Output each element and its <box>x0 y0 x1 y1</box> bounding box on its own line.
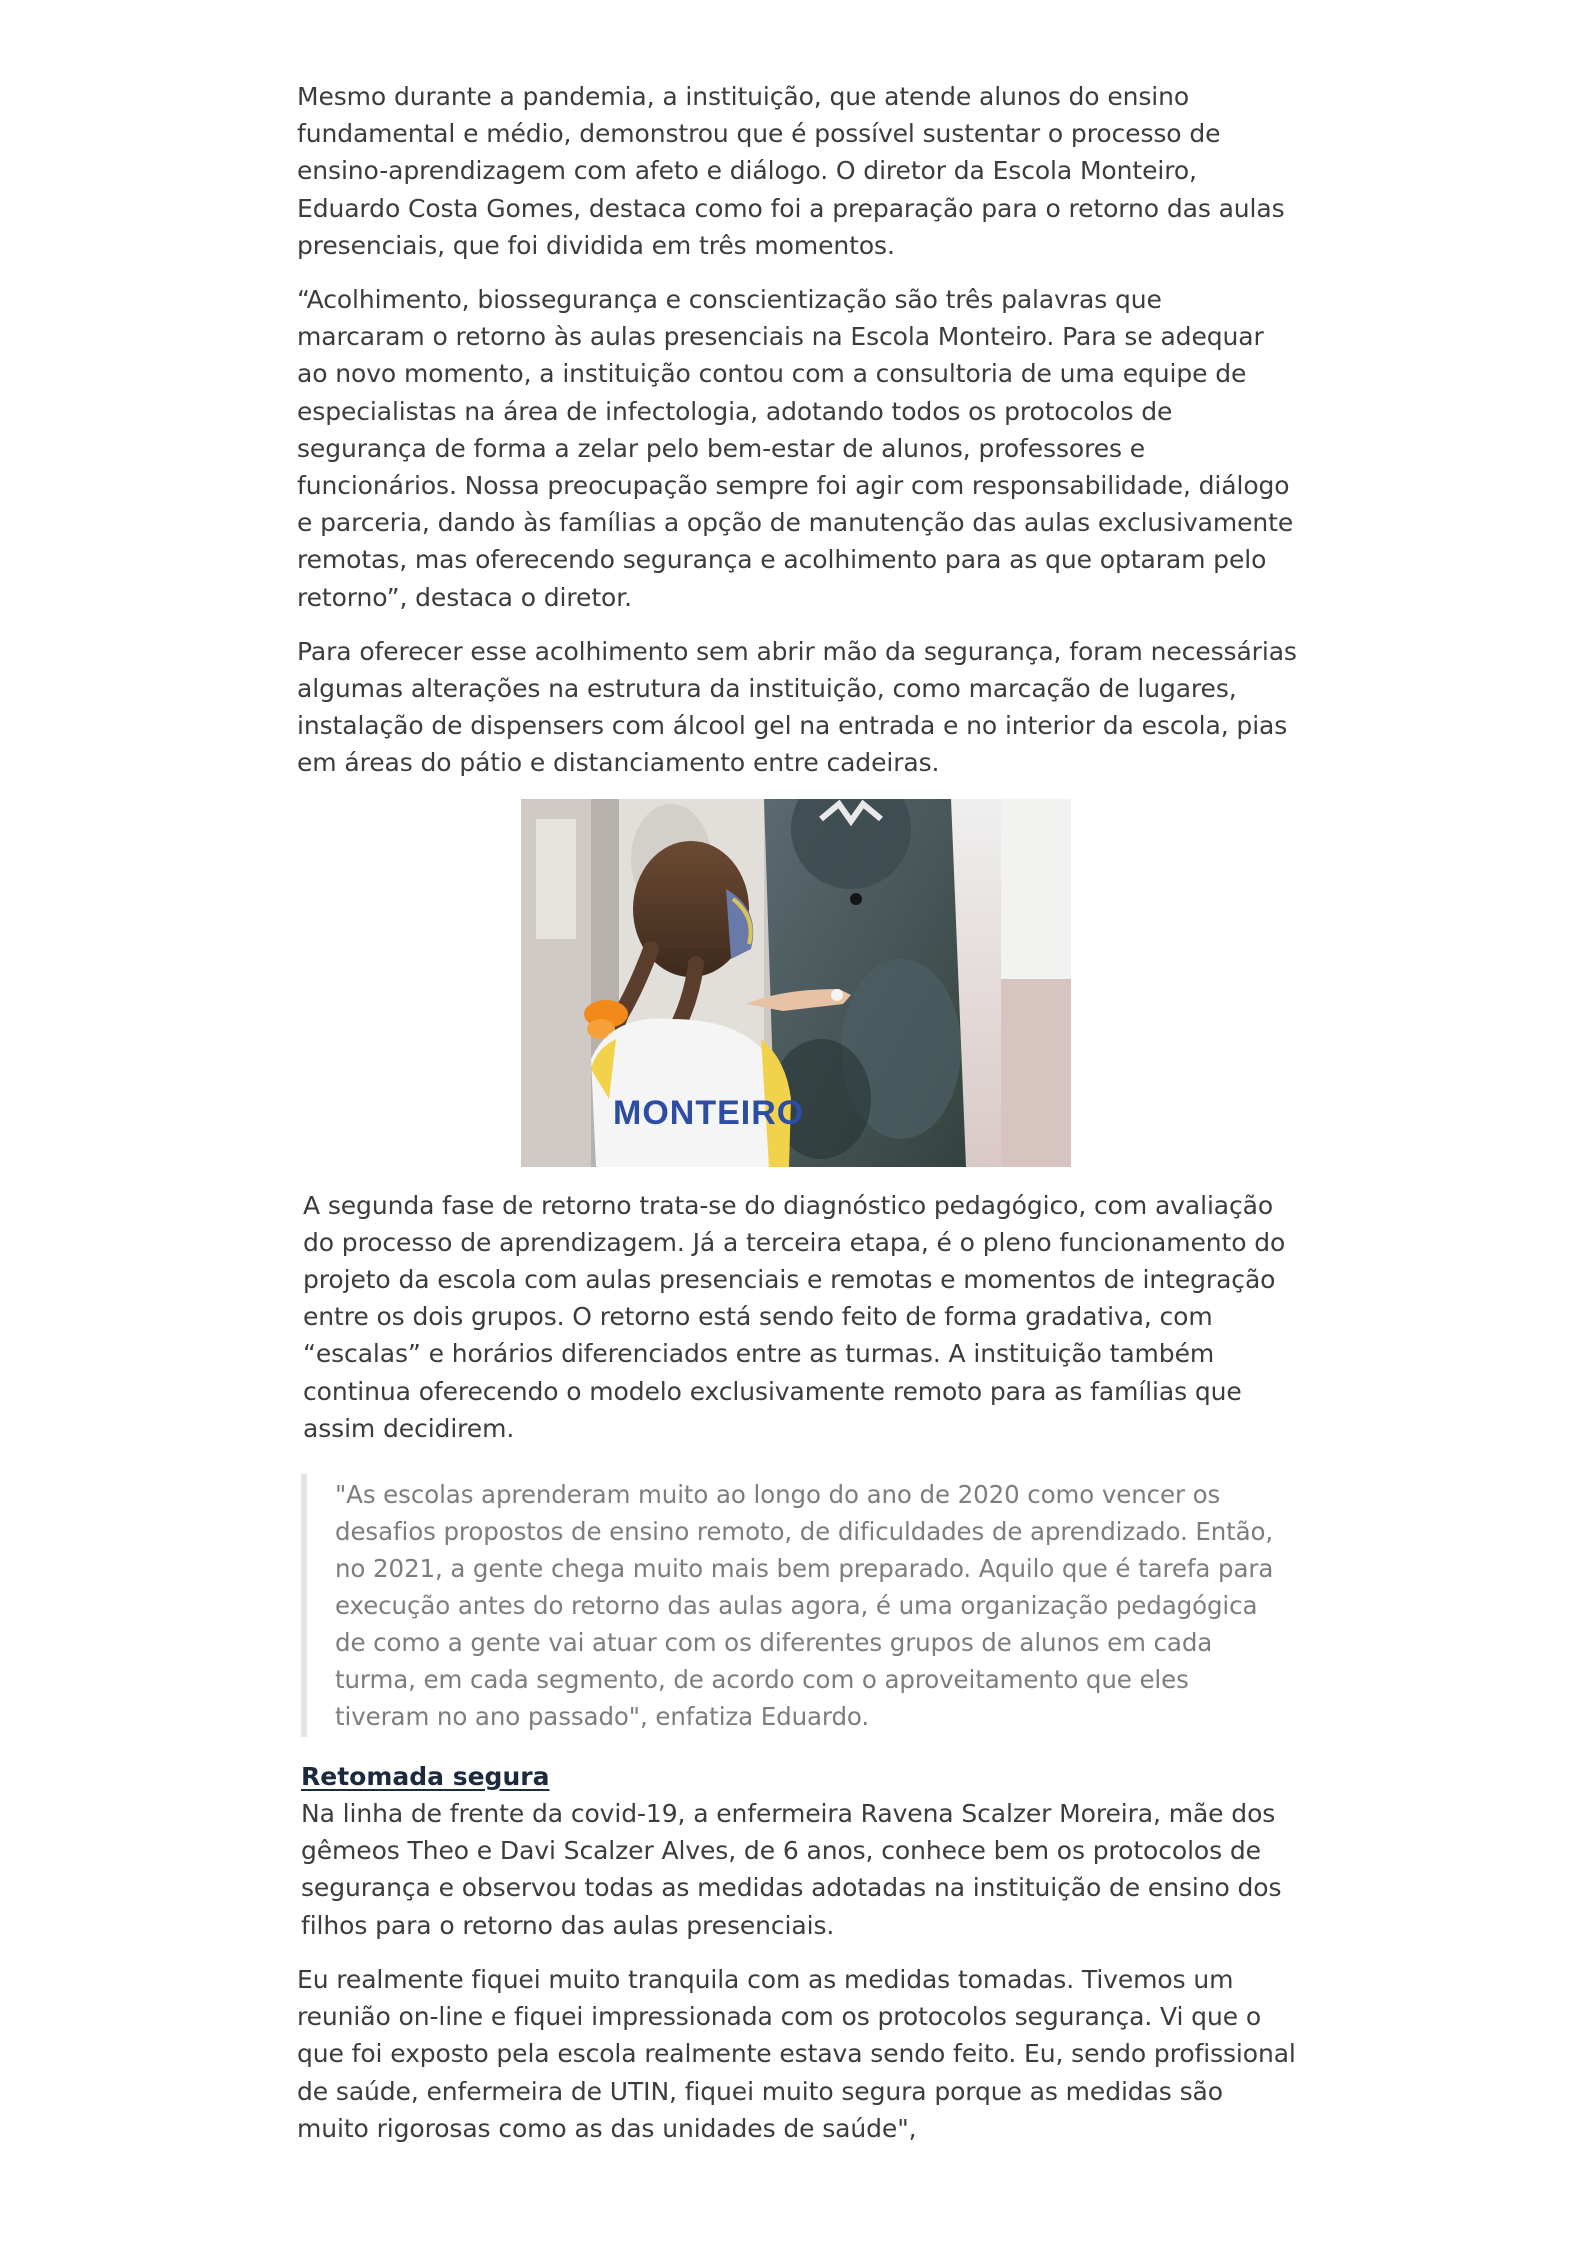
paragraph-intro: Mesmo durante a pandemia, a instituição, que atende alunos do ensino fundamental e médio, demonstrou que é possível sustentar o processo de ensino-aprendizagem com afeto e diálogo. O diretor da Escola Monteiro, Eduardo Costa Gomes, destaca como foi a preparação para o retorno das aulas presenciais, que foi dividida em três momentos. <box>297 82 1285 260</box>
paragraph-second-phase: A segunda fase de retorno trata-se do diagnóstico pedagógico, com avaliação do processo de aprendizagem. Já a terceira etapa, é o pleno funcionamento do projeto da escola com aulas presenciais e remotas e momentos de integração entre os dois grupos. O retorno está sendo feito de forma gradativa, com “escalas” e horários diferenciados entre as turmas. A instituição também continua oferecendo o modelo exclusivamente remoto para as famílias que assim decidirem. <box>303 1190 1286 1443</box>
subheading-retomada-segura[interactable]: Retomada segura <box>301 1762 550 1792</box>
photo-shirt-text: MONTEIRO <box>613 1093 805 1132</box>
photo-girl-sanitizer <box>521 799 1071 1167</box>
quote-text: "As escolas aprenderam muito ao longo do ano de 2020 como vencer os desafios propostos de ensino remoto, de dificuldades de aprendizado. Então, no 2021, a gente chega muito mais bem preparado. Aquilo que é tarefa para execução antes do retorno das aulas agora, é uma organização pedagógica de como a gente vai atuar com os diferentes grupos de alunos em cada turma, em cada segmento, de acordo com o aproveitamento que eles tiveram no ano passado", enfatiza Eduardo. <box>335 1480 1274 1732</box>
article <box>297 78 1297 2164</box>
paragraph-nurse-quote: Eu realmente fiquei muito tranquila com as medidas tomadas. Tivemos um reunião on-line e fiquei impressionada com os protocolos segurança. Vi que o que foi exposto pela escola realmente estava sendo feito. Eu, sendo profissional de saúde, enfermeira de UTIN, fiquei muito segura porque as medidas são muito rigorosas como as das unidades de saúde", <box>297 1964 1296 2143</box>
paragraph-director-quote: “Acolhimento, biossegurança e conscientização são três palavras que marcaram o retorno às aulas presenciais na Escola Monteiro. Para se adequar ao novo momento, a instituição contou com a consultoria de uma equipe de especialistas na área de infectologia, adotando todos os protocolos de segurança de forma a zelar pelo bem-estar de alunos, professores e funcionários. Nossa preocupação sempre foi agir com responsabilidade, diálogo e parceria, dando às famílias a opção de manutenção das aulas exclusivamente remotas, mas oferecendo segurança e acolhimento para as que optaram pelo retorno”, destaca o diretor. <box>297 285 1294 612</box>
paragraph-nurse: Na linha de frente da covid-19, a enfermeira Ravena Scalzer Moreira, mãe dos gêmeos Theo e Davi Scalzer Alves, de 6 anos, conhece bem os protocolos de segurança e observou todas as medidas adotadas na instituição de ensino dos filhos para o retorno das aulas presenciais. <box>301 1799 1282 1940</box>
article-photo <box>521 799 1071 1167</box>
paragraph-structure-changes: Para oferecer esse acolhimento sem abrir mão da segurança, foram necessárias algumas alterações na estrutura da instituição, como marcação de lugares, instalação de dispensers com álcool gel na entrada e no interior da escola, pias em áreas do pátio e distanciamento entre cadeiras. <box>297 636 1297 778</box>
blockquote <box>301 1474 1297 1737</box>
